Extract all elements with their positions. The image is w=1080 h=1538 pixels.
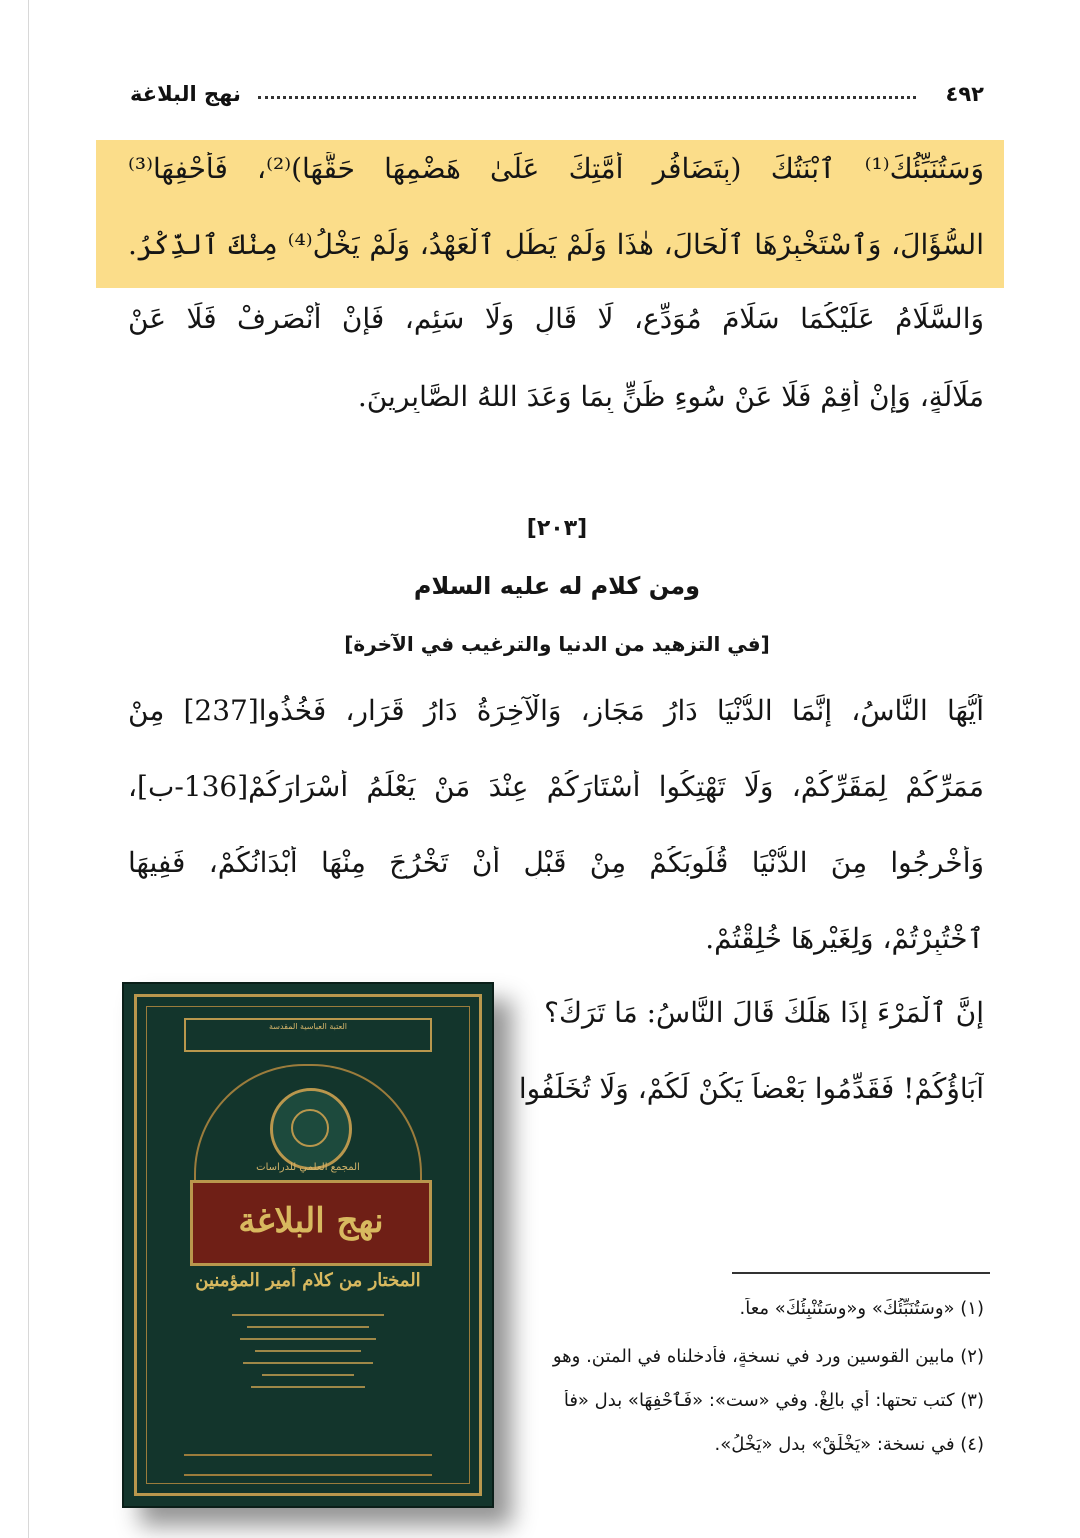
text-line: إِنَّ ٱلْمَرْءَ إِذَا هَلَكَ قَالَ النَّاسُ: مَا تَرَكَ؟ [544,996,984,1029]
cover-top-label: العتبة العباسية المقدسة [184,1018,432,1052]
cover-subtitle: المختار من كلام أمير المؤمنين [195,1270,421,1291]
text-line: آبَاؤُكُمْ! فَقَدِّمُوا بَعْضاً يَكُنْ لَكُمْ، وَلَا تُخَلِّفُوا [518,1072,984,1105]
footnote-separator [732,1272,990,1274]
cover-bottom-rule [184,1454,432,1476]
text-line: وَأَخْرِجُوا مِنَ الدُّنْيَا قُلُوبَكُمْ مِنْ قَبْلِ أَنْ تَخْرُجَ مِنْهَا أَبْدَانُكُمْ، فَفِيهَا [128,846,984,879]
text-line: أَيُّهَا النَّاسُ، إِنَّمَا الدُّنْيَا دَارُ مَجَازٍ، وَالْآخِرَةُ دَارُ قَرَارٍ، فَخُذُوا[237] مِنْ [128,694,984,727]
book-cover-image [122,982,494,1508]
footnote: (٢) مابين القوسين ورد في نسخةٍ، فأدخلناه في المتن. وهو [552,1346,984,1367]
sermon-title: ومن كلام له عليه السلام [413,572,701,600]
sermon-number: [٢٠٣] [526,516,588,541]
text-line: مَمَرِّكُمْ لِمَقَرِّكُمْ، وَلَا تَهْتِكُوا أَسْتَارَكُمْ عِنْدَ مَنْ يَعْلَمُ أَسْرَارَكُمْ[136-ب]، [128,770,984,803]
cover-emblem-icon [270,1088,352,1170]
text-line: مَلَالَةٍ، وَإِنْ أُقِمْ فَلَا عَنْ سُوءِ ظَنٍّ بِمَا وَعَدَ اللهُ الصَّابِرِينَ. [357,380,984,413]
header-leader-dots [258,96,916,99]
footnote: (٤) في نسخة: «يَخْلَقْ» بدل «يَخْلُ». [714,1434,984,1455]
text-line: وَسَتُنَبِّئُكَ⁽¹⁾ ٱبْنَتُكَ (بِتَضَافُرِ أُمَّتِكَ عَلَىٰ هَضْمِهَا حَقَّهَا)⁽²⁾، فَأَحْفِهَا⁽³⁾ [128,152,984,185]
book-title: نهج البلاغة [130,82,241,106]
footnote: (١) «وسَتُنَبِّئُكَ» و«وسَتُنْبِئُكَ» معاً. [739,1298,984,1319]
cover-gold-lines [232,1314,384,1398]
text-line: ٱخْتُبِرْتُمْ، وَلِغَيْرِهَا خُلِقْتُمْ. [705,922,984,955]
text-line: السُّؤَالَ، وَٱسْتَخْبِرْهَا ٱلْحَالَ، هٰذَا وَلَمْ يَطُلِ ٱلْعَهْدُ، وَلَمْ يَخْلُ⁽⁴⁾ مِنْكَ ٱلذِّكْرُ. [128,228,984,261]
running-header [130,82,984,118]
page-number: ٤٩٢ [945,82,984,106]
cover-title-plate [190,1180,432,1266]
cover-arch-label: المجمع العلمي للدراسات [256,1162,360,1173]
footnote: (٣) كتب تحتها: أي بالِغْ. وفي «ست»: «فَٱحْفِهَا» بدل «فأ [563,1390,984,1411]
text-line: وَالسَّلَامُ عَلَيْكُمَا سَلَامَ مُوَدِّعٍ، لَا قَالٍ وَلَا سَئِمٍ، فَإِنْ أَنْصَرِفْ فَلَا عَنْ [128,302,984,335]
cover-title: نهج البلاغة [238,1201,384,1241]
sermon-subtitle: [في التزهيد من الدنيا والترغيب في الآخرة] [344,632,770,656]
